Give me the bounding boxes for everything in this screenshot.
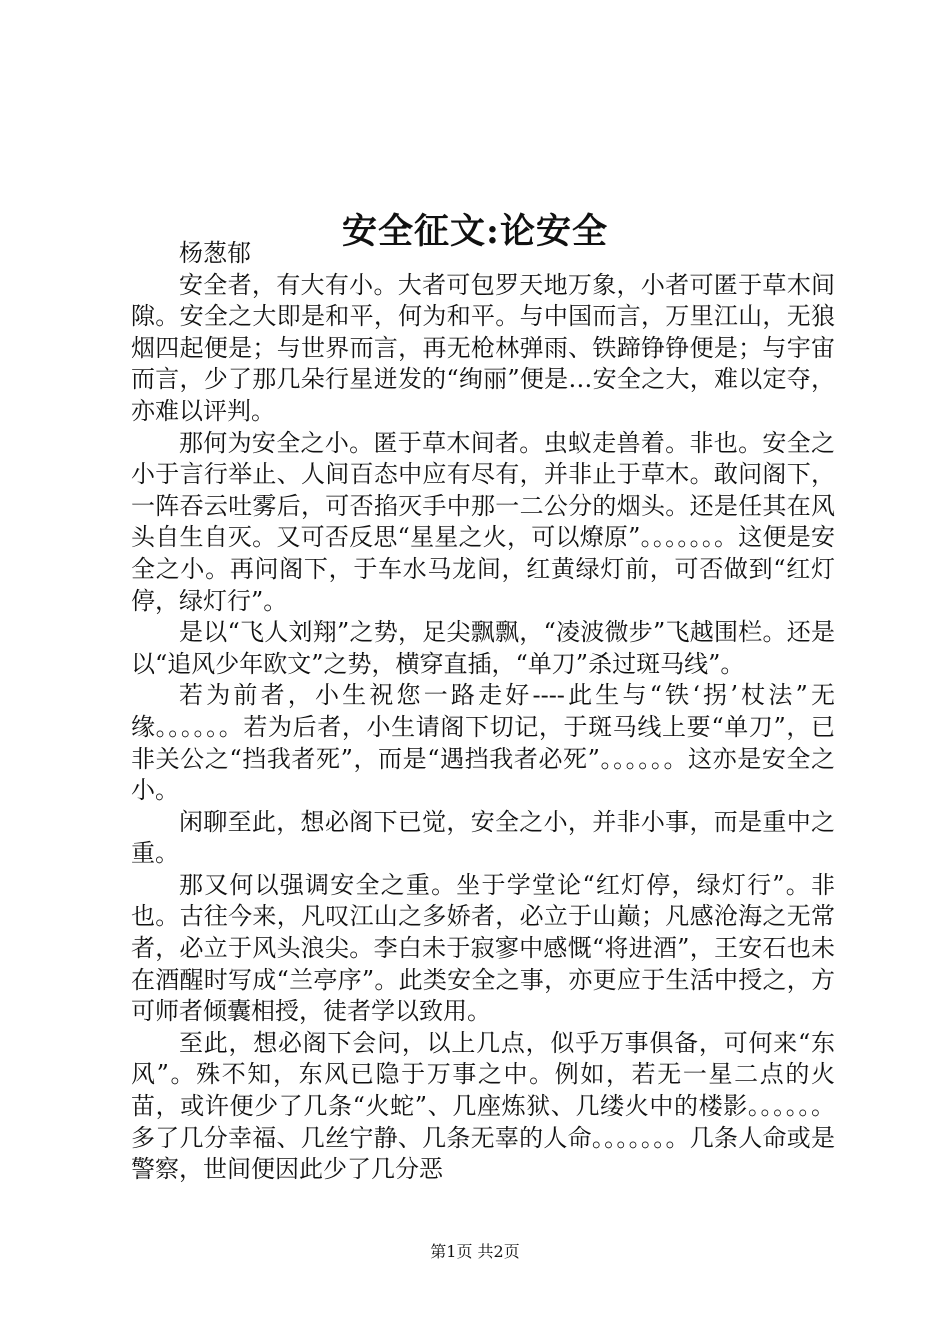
page-footer: 第1页 共2页 (430, 1242, 520, 1261)
paragraph-6: 那又何以强调安全之重。坐于学堂论“红灯停，绿灯行”。非也。古往今来，凡叹江山之多娇者，必立于山巅；凡感沧海之无常者，必立于风头浪尖。李白未于寂寥中感慨“将进酒”，王安石也未在酒醒时写成“兰亭序”。此类安全之事，亦更应于生活中授之，方可师者倾囊相授，徒者学以致用。 (131, 870, 835, 1026)
author-name: 杨葱郁 (179, 239, 251, 267)
paragraph-4: 若为前者，小生祝您一路走好----此生与“铁‘拐’杖法”无缘。。。。。。若为后者，小生请阁下切记，于斑马线上要“单刀”，已非关公之“挡我者死”，而是“遇挡我者必死”。。。。。。这亦是安全之小。 (131, 681, 835, 805)
document-title: 安全征文:论安全 (342, 211, 608, 253)
paragraph-3: 是以“飞人刘翔”之势，足尖飘飘，“凌波微步”飞越围栏。还是以“追风少年欧文”之势，横穿直插，“单刀”杀过斑马线”。 (131, 618, 835, 678)
paragraph-2: 那何为安全之小。匿于草木间者。虫蚁走兽着。非也。安全之小于言行举止、人间百态中应有尽有，并非止于草木。敢问阁下，一阵吞云吐雾后，可否掐灭手中那一二公分的烟头。还是任其在风头自生自灭。又可否反思“星星之火，可以燎原”。。。。。。。这便是安全之小。再问阁下，于车水马龙间，红黄绿灯前，可否做到“红灯停，绿灯行”。 (131, 428, 835, 615)
paragraph-7: 至此，想必阁下会问，以上几点，似乎万事俱备，可何来“东风”。殊不知，东风已隐于万事之中。例如，若无一星二点的火苗，或许便少了几条“火蛇”、几座炼狱、几缕火中的楼影。。。。。。多了几分幸福、几丝宁静、几条无辜的人命。。。。。。。几条人命或是警察，世间便因此少了几分恶 (131, 1028, 835, 1184)
document-body (131, 238, 835, 1186)
paragraph-5: 闲聊至此，想必阁下已觉，安全之小，并非小事，而是重中之重。 (131, 807, 835, 868)
paragraph-1: 安全者，有大有小。大者可包罗天地万象，小者可匿于草木间隙。安全之大即是和平，何为和平。与中国而言，万里江山，无狼烟四起便是；与世界而言，再无枪林弹雨、铁蹄铮铮便是；与宇宙而言，少了那几朵行星迸发的“绚丽”便是…安全之大，难以定夺，亦难以评判。 (131, 270, 835, 425)
